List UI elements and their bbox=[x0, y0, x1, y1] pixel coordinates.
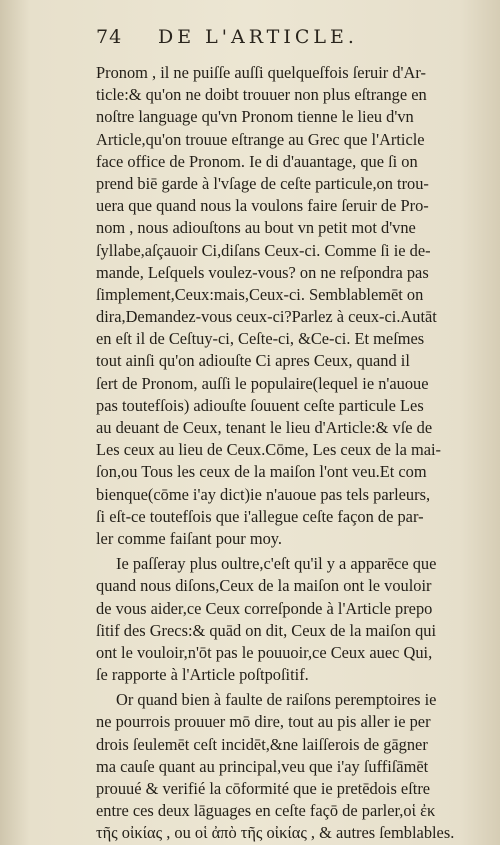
text-line: uera que quand nous la voulons faire ſeruir de Pro- bbox=[96, 196, 429, 216]
text-line: dira,Demandez-vous ceux-ci?Parlez à ceux-ci.Autāt bbox=[96, 307, 437, 327]
text-body bbox=[96, 62, 474, 845]
text-line: drois ſeulemēt ceſt incidēt,&ne laiſſerois de gāgner bbox=[96, 734, 428, 754]
text-line: tout ainſi qu'on adiouſte Ci apres Ceux, quand il bbox=[96, 351, 410, 371]
text-line: entre ces deux lāguages en ceſte façō de parler,οἱ ἐκ bbox=[96, 801, 436, 821]
text-line: prouué & verifié la cōformité que ie pretēdois eſtre bbox=[96, 779, 431, 798]
paragraph bbox=[96, 553, 474, 686]
text-line: ſitif des Grecs:& quād on dit, Ceux de la maiſon qui bbox=[96, 620, 437, 640]
text-line: ler comme faiſant pour moy. bbox=[96, 528, 283, 548]
text-line: τῆς οἰκίας , ou οἱ ἀπὸ τῆς οἰκίας , & autres ſemblables. bbox=[96, 823, 455, 843]
text-line: ticle:& qu'on ne doibt trouuer non plus eſtrange en bbox=[96, 85, 427, 105]
text-line: ſon,ou Tous les ceux de la maiſon l'ont veu.Et com bbox=[96, 462, 427, 482]
paragraph bbox=[96, 62, 474, 550]
text-line: ſimplement,Ceux:mais,Ceux-ci. Semblablemēt on bbox=[96, 284, 424, 304]
text-line: face office de Pronom. Ie di d'auantage, que ſi on bbox=[96, 151, 418, 171]
text-line: ſyllabe,aſçauoir Ci,diſans Ceux-ci. Comme ſi ie de- bbox=[96, 240, 431, 260]
text-line: Or quand bien à faulte de raiſons peremptoires ie bbox=[116, 690, 437, 710]
text-line: ma cauſe quant au principal,veu que i'ay ſuffiſāmēt bbox=[96, 756, 429, 776]
text-line: mande, Leſquels voulez-vous? on ne reſpondra pas bbox=[96, 262, 429, 282]
text-line: ſi eſt-ce toutefſois que i'allegue ceſte façon de par- bbox=[96, 506, 424, 526]
page-number: 74 bbox=[96, 26, 123, 48]
text-line: Article,qu'on trouue eſtrange au Grec que l'Article bbox=[96, 129, 425, 149]
text-line: pas toutefſois) adiouſte ſouuent ceſte particule Les bbox=[96, 395, 424, 415]
text-line: au deuant de Ceux, tenant le lieu d'Article:& vſe de bbox=[96, 418, 433, 437]
page-header bbox=[96, 26, 466, 50]
text-line: ont le vouloir,n'ōt pas le pouuoir,ce Ceux auec Qui, bbox=[96, 642, 433, 662]
text-line: Ie paſſeray plus oultre,c'eſt qu'il y a apparēce que bbox=[116, 554, 437, 574]
text-line: ne pourrois prouuer mō dire, tout au pis aller ie per bbox=[96, 712, 431, 732]
text-line: quand nous diſons,Ceux de la maiſon ont le vouloir bbox=[96, 576, 432, 596]
paragraph bbox=[96, 689, 474, 844]
text-line: nom , nous adiouſtons au bout vn petit mot d'vne bbox=[96, 218, 416, 238]
text-line: ſe rapporte à l'Article poſtpoſitif. bbox=[96, 665, 309, 685]
text-line: prend biē garde à l'vſage de ceſte particule,on trou- bbox=[96, 173, 429, 193]
text-line: noſtre language qu'vn Pronom tienne le lieu d'vn bbox=[96, 107, 414, 127]
text-line: ſert de Pronom, auſſi le populaire(lequel ie n'auoue bbox=[96, 373, 429, 393]
text-line: de vous aider,ce Ceux correſponde à l'Article prepo bbox=[96, 598, 433, 618]
text-line: Les ceux au lieu de Ceux.Cōme, Les ceux de la mai- bbox=[96, 440, 441, 460]
text-line: bienque(cōme i'ay dict)ie n'auoue pas tels parleurs, bbox=[96, 484, 431, 504]
text-line: Pronom , il ne puiſſe auſſi quelqueſfois ſeruir d'Ar- bbox=[96, 63, 426, 82]
text-line: en eſt il de Ceſtuy-ci, Ceſte-ci, &Ce-ci. Et meſmes bbox=[96, 329, 425, 349]
running-head: DE L'ARTICLE. bbox=[158, 26, 358, 48]
